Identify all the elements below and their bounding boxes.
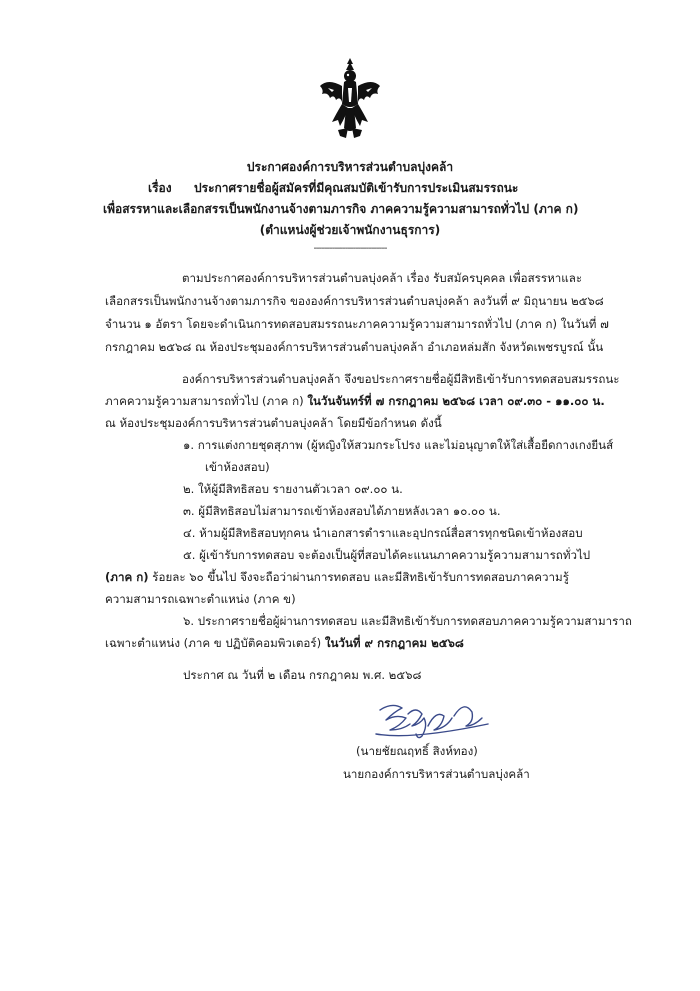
- result-date: ในวันที่ ๙ กรกฎาคม ๒๕๖๘: [324, 636, 464, 650]
- signatory-name: (นายชัยณฤทธิ์ สิงห์ทอง): [356, 744, 478, 758]
- item-4: ๔. ห้ามผู้มีสิทธิสอบทุกคน นำเอกสารตำราและอุปกรณ์สื่อสารทุกชนิดเข้าห้องสอบ: [183, 526, 583, 540]
- signature-image: [372, 696, 492, 746]
- subject-line-1: [148, 179, 518, 198]
- item-5-line-1: ๕. ผู้เข้ารับการทดสอบ จะต้องเป็นผู้ที่สอบได้คะแนนภาคความรู้ความสามารถทั่วไป: [183, 548, 591, 562]
- announcement-date: ประกาศ ณ วันที่ ๒ เดือน กรกฎาคม พ.ศ. ๒๕๖๘: [183, 668, 422, 682]
- subject-text-1: ประกาศรายชื่อผู้สมัครที่มีคุณสมบัติเข้ารับการประเมินสมรรถนะ: [194, 181, 519, 195]
- garuda-emblem-icon: [318, 56, 382, 140]
- announcement-title: ประกาศองค์การบริหารส่วนตำบลบุ่งคล้า: [246, 160, 454, 174]
- item-3: ๓. ผู้มีสิทธิสอบไม่สามารถเข้าห้องสอบได้ภายหลังเวลา ๑๐.๐๐ น.: [183, 504, 501, 518]
- item-5-line-3: ความสามารถเฉพาะตำแหน่ง (ภาค ข): [105, 592, 296, 606]
- heading-divider: ----------------------------: [313, 243, 387, 254]
- item-6-part-a: เฉพาะตำแหน่ง (ภาค ข ปฏิบัติคอมพิวเตอร์): [105, 636, 325, 650]
- para1-line-2: เลือกสรรเป็นพนักงานจ้างตามภารกิจ ขององค์การบริหารส่วนตำบลบุ่งคล้า ลงวันที่ ๙ มิถุนายน ๒๕๖๘: [105, 294, 604, 308]
- item-2: ๒. ให้ผู้มีสิทธิสอบ รายงานตัวเวลา ๐๙.๐๐ น.: [183, 482, 403, 496]
- subject-line-2: เพื่อสรรหาและเลือกสรรเป็นพนักงานจ้างตามภารกิจ ภาคความรู้ความสามารถทั่วไป (ภาค ก): [103, 202, 579, 216]
- item-6-line-2: [105, 635, 464, 652]
- item-1-line-1: ๑. การแต่งกายชุดสุภาพ (ผู้หญิงให้สวมกระโปรง และไม่อนุญาตให้ใส่เสื้อยืดกางเกงยีนส์: [183, 438, 614, 452]
- signatory-position: นายกองค์การบริหารส่วนตำบลบุ่งคล้า: [343, 767, 530, 781]
- item-5-part-a: (ภาค ก): [105, 570, 149, 584]
- item-5-part-b: ร้อยละ ๖๐ ขึ้นไป จึงจะถือว่าผ่านการทดสอบ และมีสิทธิเข้ารับการทดสอบภาคความรู้: [148, 570, 569, 584]
- para2-line-2-text: ภาคความรู้ความสามารถทั่วไป (ภาค ก): [105, 394, 308, 408]
- para2-line-2: [105, 393, 605, 410]
- para2-line-1: องค์การบริหารส่วนตำบลบุ่งคล้า จึงขอประกาศรายชื่อผู้มีสิทธิเข้ารับการทดสอบสมรรถนะ: [182, 372, 620, 386]
- para2-line-3: ณ ห้องประชุมองค์การบริหารส่วนตำบลบุ่งคล้า โดยมีข้อกำหนด ดังนี้: [105, 416, 442, 430]
- subject-label: เรื่อง: [148, 181, 172, 195]
- subject-line-3: (ตำแหน่งผู้ช่วยเจ้าพนักงานธุรการ): [259, 223, 441, 237]
- para1-line-4: กรกฎาคม ๒๕๖๘ ณ ห้องประชุมองค์การบริหารส่วนตำบลบุ่งคล้า อำเภอหล่มสัก จังหวัดเพชรบูรณ์ นั้น: [105, 340, 604, 354]
- item-1-line-2: เข้าห้องสอบ): [205, 460, 270, 474]
- para1-line-1: ตามประกาศองค์การบริหารส่วนตำบลบุ่งคล้า เรื่อง รับสมัครบุคคล เพื่อสรรหาและ: [182, 271, 583, 285]
- item-6-line-1: ๖. ประกาศรายชื่อผู้ผ่านการทดสอบ และมีสิทธิเข้ารับการทดสอบภาคความรู้ความสามาราถ: [183, 614, 632, 628]
- exam-datetime: ในวันจันทร์ที่ ๗ กรกฎาคม ๒๕๖๘ เวลา ๐๙.๓๐ - ๑๑.๐๐ น.: [307, 394, 605, 408]
- para1-line-3: จำนวน ๑ อัตรา โดยจะดำเนินการทดสอบสมรรถนะภาคความรู้ความสามารถทั่วไป (ภาค ก) ในวันที่ ๗: [105, 317, 609, 331]
- item-5-line-2: [105, 569, 569, 586]
